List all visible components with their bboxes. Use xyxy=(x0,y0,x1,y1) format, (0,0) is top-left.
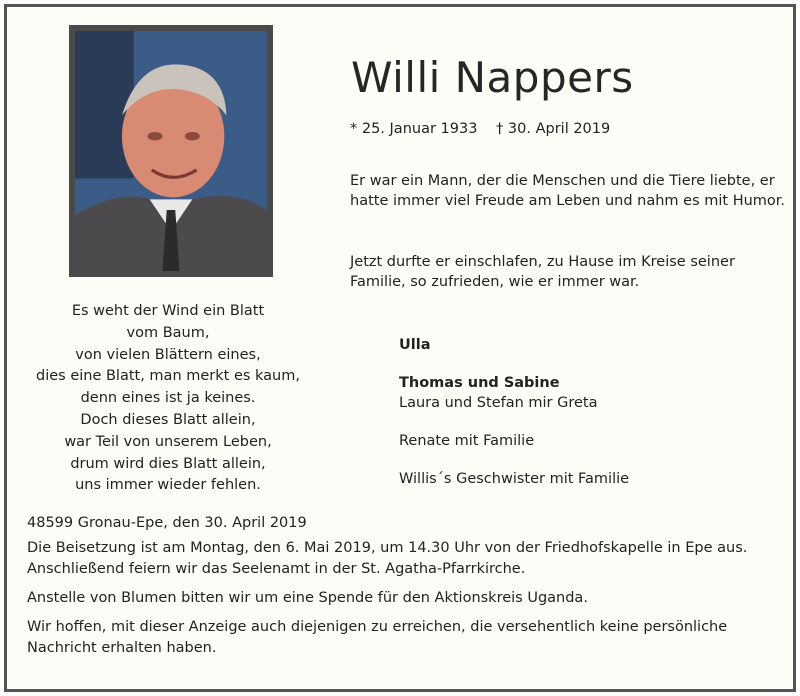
obituary-notice xyxy=(4,4,796,692)
poem-line: Es weht der Wind ein Blatt xyxy=(71,303,265,319)
mourner-group xyxy=(399,431,629,451)
death-date: † 30. April 2019 xyxy=(496,121,611,137)
tribute-paragraph: Er war ein Mann, der die Menschen und die Tiere liebte, er hatte immer viel Freude am Leben und nahm es mit Humor. xyxy=(350,173,786,209)
portrait-photo xyxy=(69,25,273,277)
burial-info: Die Beisetzung ist am Montag, den 6. Mai 2019, um 14.30 Uhr von der Friedhofskapelle in Epe aus. Anschließend feiern wir das Seelenamt in der St. Agatha-Pfarrkirche. xyxy=(27,540,748,577)
poem-line: vom Baum, xyxy=(126,324,210,341)
mourner-group xyxy=(399,335,629,355)
mourner-name: Ulla xyxy=(399,337,431,353)
mourner-group xyxy=(399,469,629,489)
life-dates xyxy=(350,121,624,137)
poem-line: war Teil von unserem Leben, xyxy=(64,433,272,450)
donation-info: Anstelle von Blumen bitten wir um eine Spende für den Aktionskreis Uganda. xyxy=(27,590,588,606)
poem-line: von vielen Blättern eines, xyxy=(75,346,261,363)
passing-paragraph: Jetzt durfte er einschlafen, zu Hause im Kreise seiner Familie, so zufrieden, wie er immer war. xyxy=(350,254,735,290)
mourner-name: Renate mit Familie xyxy=(399,433,535,449)
poem-line: Doch dieses Blatt allein, xyxy=(80,411,256,428)
notice-footer xyxy=(27,513,787,667)
birth-date: * 25. Januar 1933 xyxy=(350,121,478,137)
closing-note: Wir hoffen, mit dieser Anzeige auch diejenigen zu erreichen, die versehentlich keine persönliche Nachricht erhalten haben. xyxy=(27,619,728,656)
deceased-name: Willi Nappers xyxy=(351,53,634,102)
mourner-subline: Laura und Stefan mir Greta xyxy=(399,395,598,411)
mourner-name: Willis´s Geschwister mit Familie xyxy=(399,471,630,487)
poem xyxy=(27,301,309,497)
place-date: 48599 Gronau-Epe, den 30. April 2019 xyxy=(27,515,307,531)
mourner-name: Thomas und Sabine xyxy=(399,375,560,391)
poem-line: denn eines ist ja keines. xyxy=(80,390,256,407)
poem-line: dies eine Blatt, man merkt es kaum, xyxy=(36,368,300,385)
poem-line: drum wird dies Blatt allein, xyxy=(70,455,266,472)
mourners-list xyxy=(399,335,629,507)
mourner-group xyxy=(399,373,629,413)
poem-line: uns immer wieder fehlen. xyxy=(75,477,261,494)
